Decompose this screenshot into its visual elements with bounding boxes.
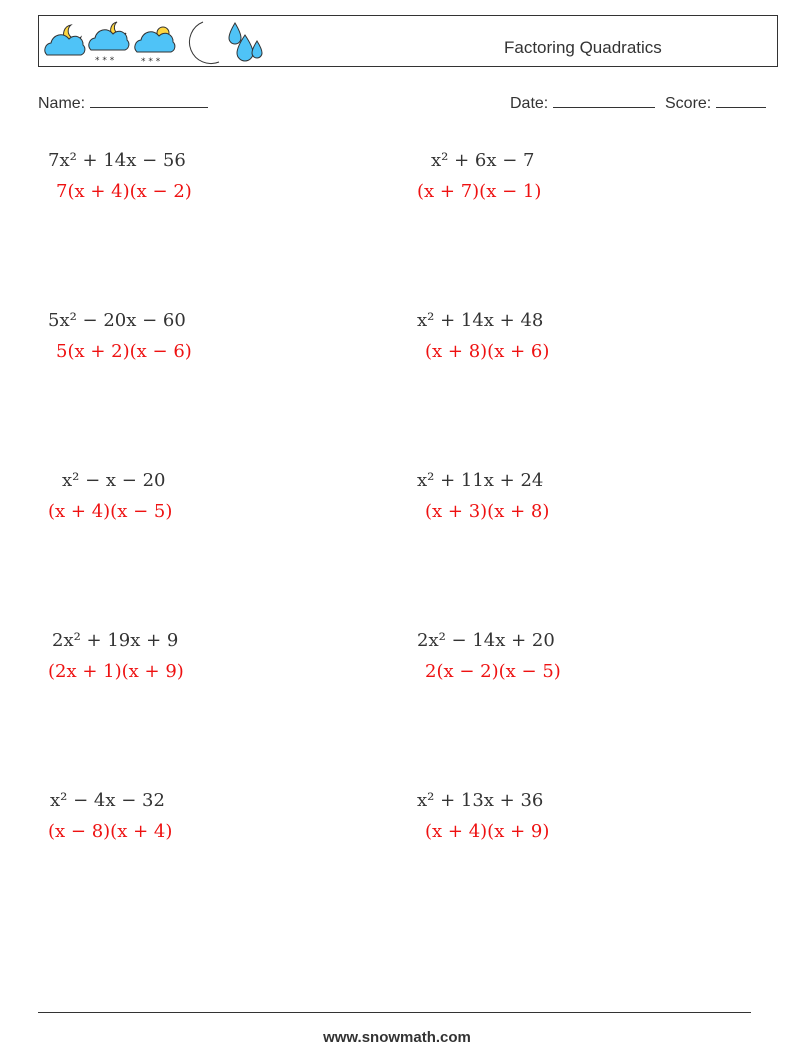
problem-3-answer: 5(x + 2)(x − 6) bbox=[56, 341, 192, 362]
cloud-moon-icon bbox=[45, 25, 85, 55]
snow-cloud-sun-icon bbox=[135, 27, 175, 65]
svg-text:* * *: * * * bbox=[141, 57, 161, 65]
score-field bbox=[665, 93, 766, 113]
footer-divider bbox=[38, 1012, 751, 1013]
name-label: Name: bbox=[38, 95, 86, 112]
date-label: Date: bbox=[510, 95, 549, 112]
problem-1-question: 7x² + 14x − 56 bbox=[48, 150, 186, 171]
svg-text:* * *: * * * bbox=[95, 56, 115, 65]
problem-9-answer: (x − 8)(x + 4) bbox=[48, 821, 173, 842]
footer-website[interactable]: www.snowmath.com bbox=[323, 1029, 471, 1046]
worksheet-title: Factoring Quadratics bbox=[504, 38, 662, 57]
problem-4-question: x² + 14x + 48 bbox=[417, 310, 544, 331]
date-blank bbox=[553, 93, 655, 108]
crescent-moon-icon bbox=[189, 22, 219, 64]
problem-6-answer: (x + 3)(x + 8) bbox=[425, 501, 550, 522]
date-field bbox=[510, 93, 655, 113]
problem-7-answer: (2x + 1)(x + 9) bbox=[48, 661, 184, 682]
problem-4-answer: (x + 8)(x + 6) bbox=[425, 341, 550, 362]
name-blank bbox=[90, 93, 208, 108]
problem-2-question: x² + 6x − 7 bbox=[431, 150, 535, 171]
problem-1-answer: 7(x + 4)(x − 2) bbox=[56, 181, 192, 202]
snow-cloud-moon-icon bbox=[89, 22, 129, 65]
problem-10-question: x² + 13x + 36 bbox=[417, 790, 544, 811]
problem-5-answer: (x + 4)(x − 5) bbox=[48, 501, 173, 522]
problem-5-question: x² − x − 20 bbox=[62, 470, 166, 491]
problem-7-question: 2x² + 19x + 9 bbox=[52, 630, 179, 651]
problem-2-answer: (x + 7)(x − 1) bbox=[417, 181, 542, 202]
name-field bbox=[38, 93, 208, 113]
score-label: Score: bbox=[665, 95, 712, 112]
problem-8-answer: 2(x − 2)(x − 5) bbox=[425, 661, 561, 682]
problem-9-question: x² − 4x − 32 bbox=[50, 790, 165, 811]
weather-icons bbox=[41, 19, 267, 65]
problem-10-answer: (x + 4)(x + 9) bbox=[425, 821, 550, 842]
problem-3-question: 5x² − 20x − 60 bbox=[48, 310, 186, 331]
problem-6-question: x² + 11x + 24 bbox=[417, 470, 544, 491]
score-blank bbox=[716, 93, 766, 108]
problem-8-question: 2x² − 14x + 20 bbox=[417, 630, 555, 651]
header bbox=[38, 15, 778, 67]
water-drops-icon bbox=[229, 23, 262, 61]
